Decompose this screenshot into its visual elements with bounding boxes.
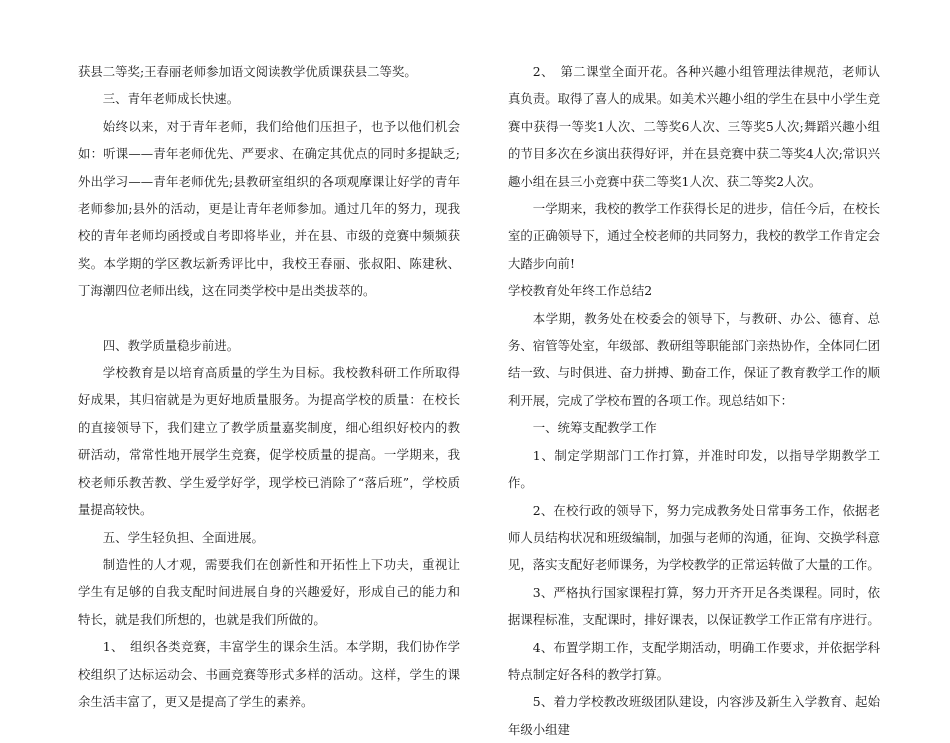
paragraph: 始终以来，对于青年老师，我们给他们压担子，也予以他们机会如：听课——青年老师优先、严要求、在确定其优点的同时多提缺乏;外出学习——青年老师优先;县教研室组织的各项观摩课让好学的青年老师参加;县外的活动，更是让青年老师参加。通过几年的努力，现我校的青年老师均函授或自考即将毕业，并在县、市级的竞赛中频频获奖。本学期的学区教坛新秀评比中，我校王春丽、张叔阳、陈建秋、丁海潮四位老师出线，这在同类学校中是出类拔萃的。 [78, 118, 460, 299]
right-text-column [508, 58, 880, 743]
paragraph: 一学期来，我校的教学工作获得长足的进步，信任今后，在校长室的正确领导下，通过全校老师的共同努力，我校的教学工作肯定会大踏步向前! [508, 201, 880, 271]
paragraph: 5、着力学校教改班级团队建设，内容涉及新生入学教育、起始年级小组建 [508, 694, 880, 737]
paragraph: 四、教学质量稳步前进。 [102, 337, 240, 353]
paragraph: 学校教育处年终工作总结2 [508, 283, 653, 299]
paragraph: 1、 组织各类竞赛，丰富学生的课余生活。本学期，我们协作学校组织了达标运动会、书画竞赛等形式多样的活动。这样，学生的课余生活丰富了，更又是提高了学生的素养。 [78, 639, 460, 709]
paragraph: 学校教育是以培育高质量的学生为目标。我校教科研工作所取得好成果，其归宿就是为更好地质量服务。为提高学校的质量：在校长的直接领导下，我们建立了教学质量嘉奖制度，细心组织好校内的教研活动，常常性地开展学生竞赛，促学校质量的提高。一学期来，我校老师乐教苦教、学生爱学好学，现学校已消除了“落后班”，学校质量提高较快。 [78, 365, 460, 518]
paragraph: 三、青年老师成长快速。 [102, 91, 240, 107]
paragraph: 一、统筹支配教学工作 [532, 420, 657, 436]
paragraph-gap [78, 305, 460, 332]
paragraph: 3、严格执行国家课程打算，努力开齐开足各类课程。同时，依据课程标准，支配课时，排好课表，以保证教学工作正常有序进行。 [508, 584, 880, 628]
paragraph: 五、学生轻负担、全面进展。 [102, 529, 264, 545]
left-text-column [78, 58, 460, 715]
paragraph: 本学期，教务处在校委会的领导下，与教研、办公、德育、总务、宿管等处室，年级部、教研组等职能部门亲热协作，全体同仁团结一致、与时俱进、奋力拼搏、勤奋工作，保证了教育教学工作的顺利开展，完成了学校布置的各项工作。现总结如下： [508, 310, 880, 408]
paragraph: 1、制定学期部门工作打算，并准时印发，以指导学期教学工作。 [508, 447, 880, 491]
paragraph: 制造性的人才观，需要我们在创新性和开拓性上下功夫，重视让学生有足够的自我支配时间进展自身的兴趣爱好，形成自己的能力和特长，就是我们所想的，也就是我们所做的。 [78, 556, 460, 627]
paragraph: 获县二等奖;王春丽老师参加语文阅读教学优质课获县二等奖。 [78, 64, 417, 79]
paragraph: 4、布置学期工作，支配学期活动，明确工作要求，并依据学科特点制定好各科的教学打算。 [508, 639, 880, 682]
paragraph: 2、 第二课堂全面开花。各种兴趣小组管理法律规范，老师认真负责。取得了喜人的成果。如美术兴趣小组的学生在县中小学生竞赛中获得一等奖1人次、二等奖6人次、三等奖5人次;舞蹈兴趣小组的节目多次在乡演出获得好评，并在县竞赛中获二等奖4人次;常识兴趣小组在县三小竞赛中获二等奖1人次、获二等奖2人次。 [508, 64, 880, 189]
paragraph: 2、在校行政的领导下，努力完成教务处日常事务工作，依据老师人员结构状况和班级编制，加强与老师的沟通，征询、交换学科意见，落实支配好老师课务，为学校教学的正常运转做了大量的工作。 [508, 502, 880, 573]
